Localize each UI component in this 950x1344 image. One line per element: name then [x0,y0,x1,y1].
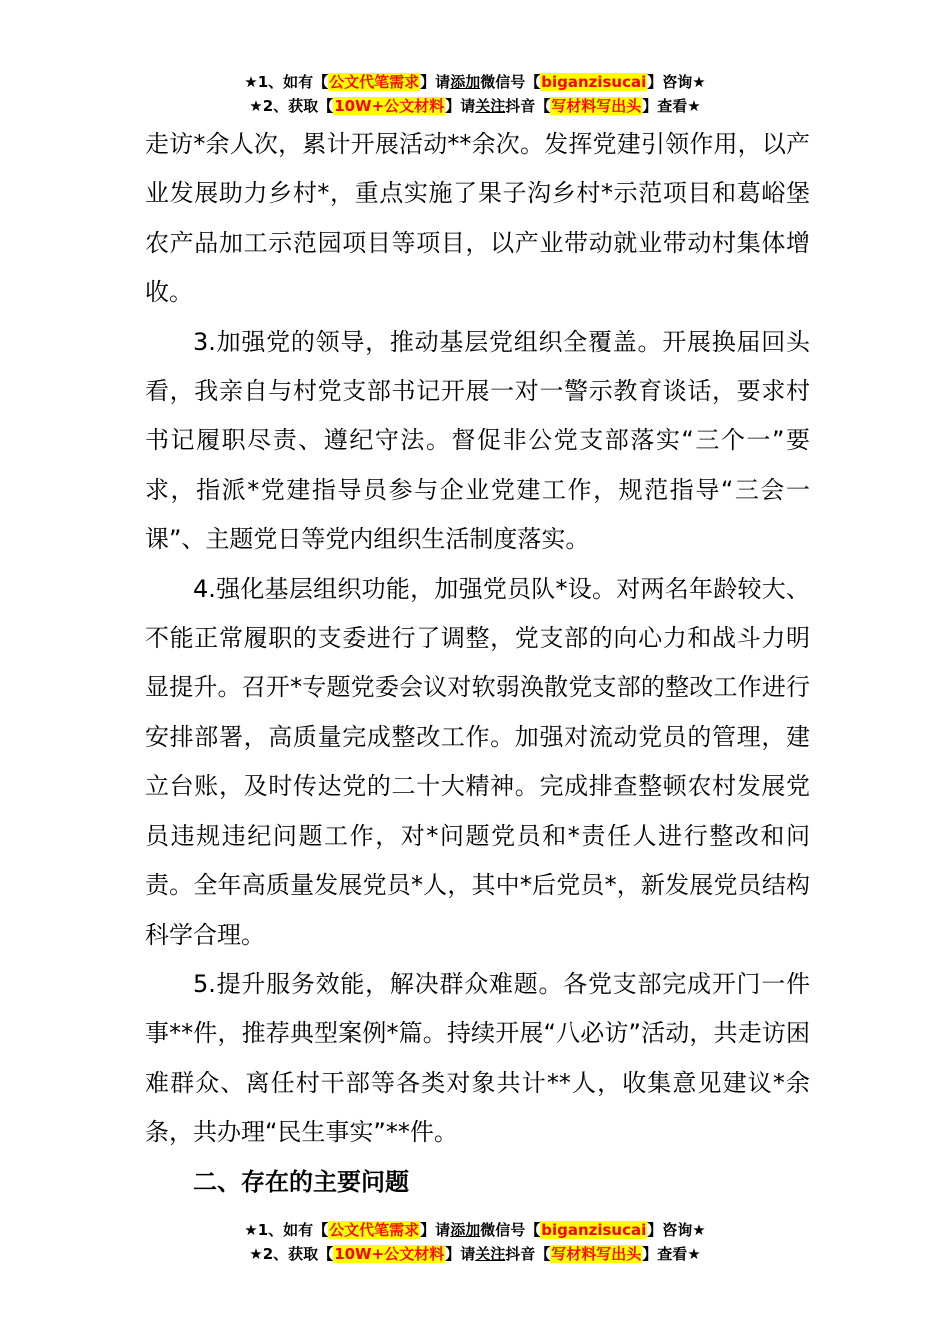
promo-underlined-text: 关注 [475,97,506,115]
promo-text: ★2、获取【 [249,97,334,115]
promo-text: ★1、如有【 [244,1221,329,1239]
promo-wechat-id: biganzisucai [541,1221,647,1239]
promo-text: 】咨询★ [647,73,706,91]
promo-underlined-text: 添加 [450,1221,481,1239]
document-body [145,120,810,1207]
promo-highlight: 公文代笔需求 [329,73,420,91]
promo-underlined-text: 添加 [450,73,481,91]
promo-highlight: 10W+公文材料 [334,97,445,115]
paragraph-item-3: 3.加强党的领导，推动基层党组织全覆盖。开展换届回头看，我亲自与村党支部书记开展一对一警示教育谈话，要求村书记履职尽责、遵纪守法。督促非公党支部落实“三个一”要求，指派*党建指导员参与企业党建工作，规范指导“三会一课”、主题党日等党内组织生活制度落实。 [145,327,810,554]
promo-wechat-id: biganzisucai [541,73,647,91]
promo-line-1 [0,70,950,94]
promo-text: 抖音【 [505,1245,551,1263]
promo-text: 】请 [445,97,476,115]
promo-line-2 [0,1242,950,1266]
promo-text: 】查看★ [642,1245,701,1263]
promo-line-1 [0,1218,950,1242]
header-promo-banner [0,70,950,118]
promo-text: 】请 [445,1245,476,1263]
paragraph-continuation: 走访*余人次，累计开展活动**余次。发挥党建引领作用，以产业发展助力乡村*，重点实施了果子沟乡村*示范项目和葛峪堡农产品加工示范园项目等项目，以产业带动就业带动村集体增收。 [145,130,810,307]
promo-underlined-text: 关注 [475,1245,506,1263]
promo-text: 】查看★ [642,97,701,115]
paragraph-item-5: 5.提升服务效能，解决群众难题。各党支部完成开门一件事**件，推荐典型案例*篇。持续开展“八必访”活动，共走访困难群众、离任村干部等各类对象共计**人，收集意见建议*余条，共办理“民生事实”**件。 [145,969,810,1147]
promo-text: 】请 [420,1221,451,1239]
promo-text: 】请 [420,73,451,91]
promo-text: 微信号【 [480,73,541,91]
promo-douyin-account: 写材料写出头 [551,1245,642,1263]
promo-highlight: 10W+公文材料 [334,1245,445,1263]
promo-text: ★1、如有【 [244,73,329,91]
promo-highlight: 公文代笔需求 [329,1221,420,1239]
promo-text: ★2、获取【 [249,1245,334,1263]
promo-text: 抖音【 [505,97,551,115]
section-heading: 二、存在的主要问题 [193,1167,409,1196]
footer-promo-banner [0,1218,950,1266]
promo-douyin-account: 写材料写出头 [551,97,642,115]
promo-text: 微信号【 [480,1221,541,1239]
promo-line-2 [0,94,950,118]
paragraph-item-4: 4.强化基层组织功能，加强党员队*设。对两名年龄较大、不能正常履职的支委进行了调整，党支部的向心力和战斗力明显提升。召开*专题党委会议对软弱涣散党支部的整改工作进行安排部署，高质量完成整改工作。加强对流动党员的管理，建立台账，及时传达党的二十大精神。完成排查整顿农村发展党员违规违纪问题工作，对*问题党员和*责任人进行整改和问责。全年高质量发展党员*人，其中*后党员*，新发展党员结构科学合理。 [145,574,810,949]
promo-text: 】咨询★ [647,1221,706,1239]
